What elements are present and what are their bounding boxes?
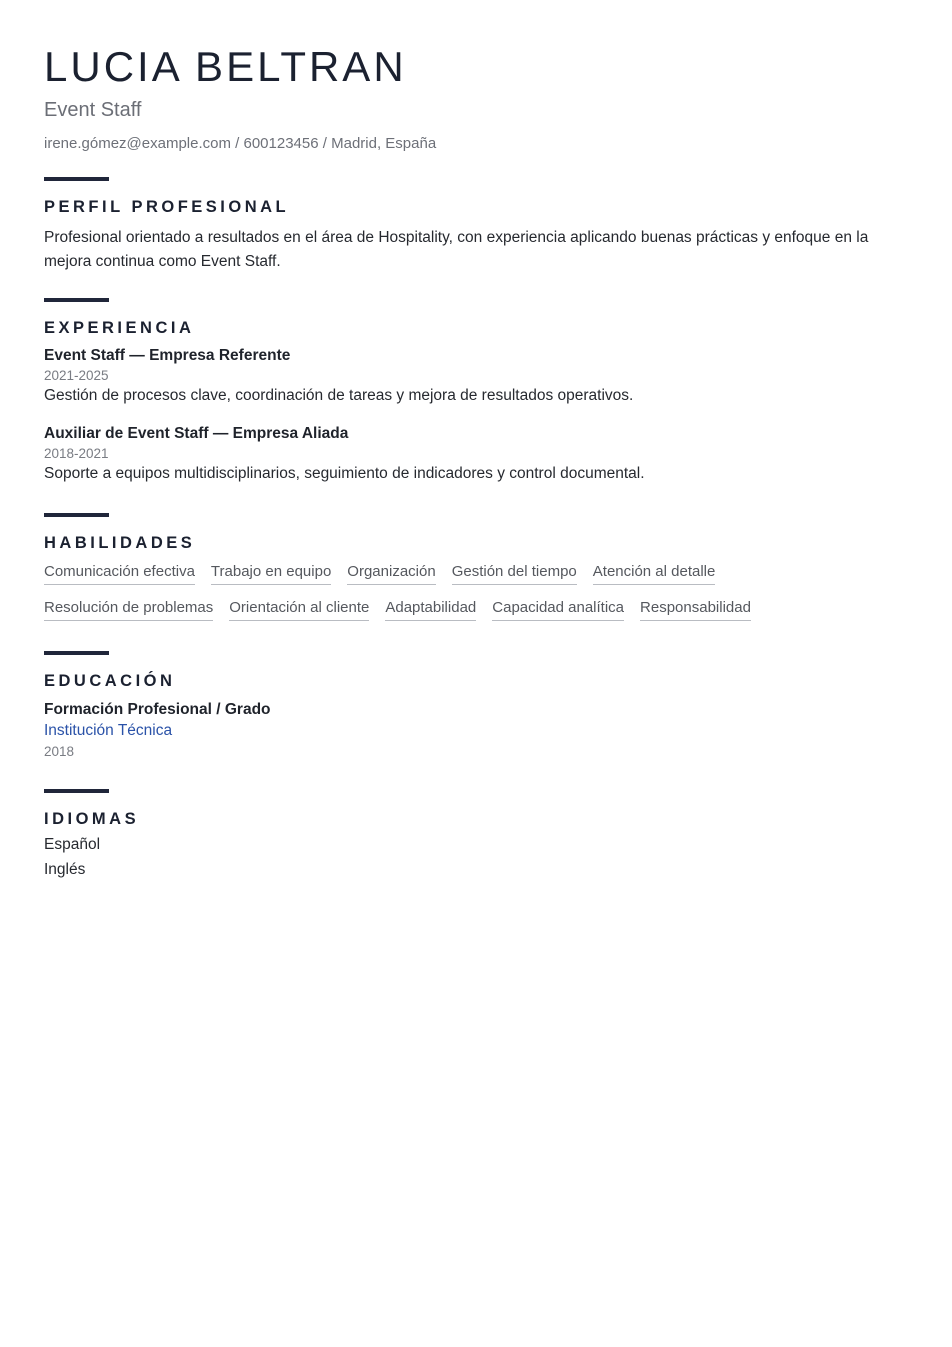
- contact-separator: /: [318, 135, 332, 153]
- language-item: Inglés: [44, 861, 86, 879]
- skill-item: Gestión del tiempo: [452, 563, 577, 585]
- section-heading-experience: EXPERIENCIA: [44, 319, 195, 338]
- institution-link[interactable]: Institución Técnica: [44, 722, 173, 740]
- skill-item: Comunicación efectiva: [44, 563, 195, 585]
- contact-phone: 600123456: [243, 135, 319, 153]
- section-languages: [44, 789, 892, 879]
- skill-item: Trabajo en equipo: [211, 563, 331, 585]
- skill-item: Organización: [347, 563, 435, 585]
- graduation-year: 2018: [44, 744, 75, 760]
- resume-header: [44, 45, 892, 152]
- name-heading: LUCIA BELTRAN: [44, 43, 407, 90]
- contact-line: [44, 135, 892, 152]
- skill-item: Resolución de problemas: [44, 599, 213, 621]
- section-divider: [44, 177, 109, 181]
- section-profile: [44, 177, 892, 273]
- job-entry: [44, 347, 892, 405]
- job-dates: 2021-2025: [44, 368, 109, 384]
- skill-item: Capacidad analítica: [492, 599, 624, 621]
- contact-separator: /: [230, 135, 244, 153]
- language-item: Español: [44, 836, 101, 854]
- section-heading-profile: PERFIL PROFESIONAL: [44, 198, 290, 217]
- job-description: Soporte a equipos multidisciplinarios, seguimiento de indicadores y control documental.: [44, 465, 645, 483]
- section-divider: [44, 651, 109, 655]
- section-experience: [44, 298, 892, 483]
- section-divider: [44, 298, 109, 302]
- skill-item: Adaptabilidad: [385, 599, 476, 621]
- job-dates: 2018-2021: [44, 446, 109, 462]
- job-description: Gestión de procesos clave, coordinación de tareas y mejora de resultados operativos.: [44, 387, 634, 405]
- job-title: Auxiliar de Event Staff — Empresa Aliada: [44, 425, 349, 443]
- section-skills: [44, 513, 892, 621]
- skill-item: Atención al detalle: [593, 563, 716, 585]
- job-entry: [44, 425, 892, 483]
- profile-text: Profesional orientado a resultados en el área de Hospitality, con experiencia aplicando buenas prácticas y enfoque en la mejora continua como Event Staff.: [44, 229, 869, 270]
- contact-location: Madrid, España: [331, 135, 437, 153]
- section-divider: [44, 789, 109, 793]
- skill-item: Responsabilidad: [640, 599, 751, 621]
- degree-title: Formación Profesional / Grado: [44, 701, 271, 719]
- section-heading-education: EDUCACIÓN: [44, 672, 176, 691]
- skill-item: Orientación al cliente: [229, 599, 369, 621]
- contact-email: irene.gómez@example.com: [44, 135, 231, 153]
- job-title: Event Staff — Empresa Referente: [44, 347, 291, 365]
- section-heading-languages: IDIOMAS: [44, 810, 140, 829]
- section-divider: [44, 513, 109, 517]
- job-title-subheading: Event Staff: [44, 99, 142, 122]
- section-heading-skills: HABILIDADES: [44, 534, 196, 553]
- section-education: [44, 651, 892, 759]
- skills-list: [44, 563, 892, 621]
